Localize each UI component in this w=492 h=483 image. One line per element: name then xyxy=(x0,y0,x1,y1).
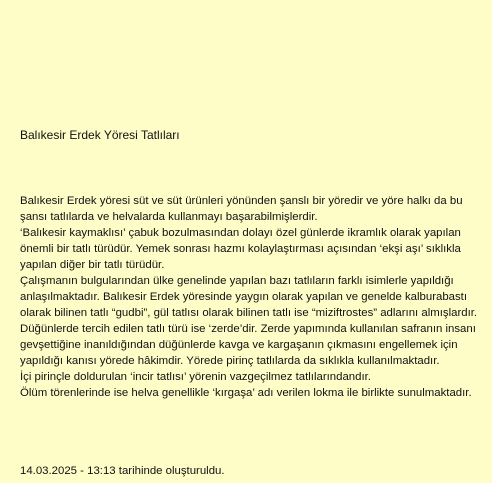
article-body xyxy=(20,193,480,401)
paragraph-zerde: Düğünlerde tercih edilen tatlı türü ise ‘zerde’dir. Zerde yapımında kullanılan safranın insanı gevşettiğine inanıldığından düğünlerde kavga ve kargaşanın çıkmasını engellemek için yapıldığı kanısı yörede hâkimdir. Yörede pirinç tatlılarda da sıklıkla kullanılmaktadır. xyxy=(20,323,476,367)
creation-timestamp: 14.03.2025 - 13:13 tarihinde oluşturuldu. xyxy=(20,465,225,477)
page-title: Balıkesir Erdek Yöresi Tatlıları xyxy=(20,128,180,142)
paragraph-findings: Çalışmanın bulgularından ülke genelinde yapılan bazı tatlıların farklı isimlerle yapıldığı anlaşılmaktadır. Balıkesir Erdek yöresinde yaygın olarak yapılan ve genelde kalburabastı olarak bilinen tatlı “gudbi”, gül tatlısı olarak bilinen tatlı ise “miziftrostes” adlarını almışlardır. xyxy=(20,275,478,319)
paragraph-incir: İçi pirinçle doldurulan ‘incir tatlısı’ yörenin vazgeçilmez tatlılarındandır. xyxy=(20,371,371,383)
paragraph-intro: Balıkesir Erdek yöresi süt ve süt ürünleri yönünden şanslı bir yöredir ve yöre halkı da bu şansı tatlılarda ve helvalarda kullanmayı başarabilmişlerdir. xyxy=(20,195,463,223)
paragraph-helva: Ölüm törenlerinde ise helva genellikle ‘kırgaşa’ adı verilen lokma ile birlikte sunulmaktadır. xyxy=(20,387,472,399)
paragraph-kaymakli: ‘Balıkesir kaymaklısı’ çabuk bozulmasından dolayı özel günlerde ikramlık olarak yapılan önemli bir tatlı türüdür. Yemek sonrası hazmı kolaylaştırması açısından ‘ekşi aşı’ sıklıkla yapılan diğer bir tatlı türüdür. xyxy=(20,227,461,271)
